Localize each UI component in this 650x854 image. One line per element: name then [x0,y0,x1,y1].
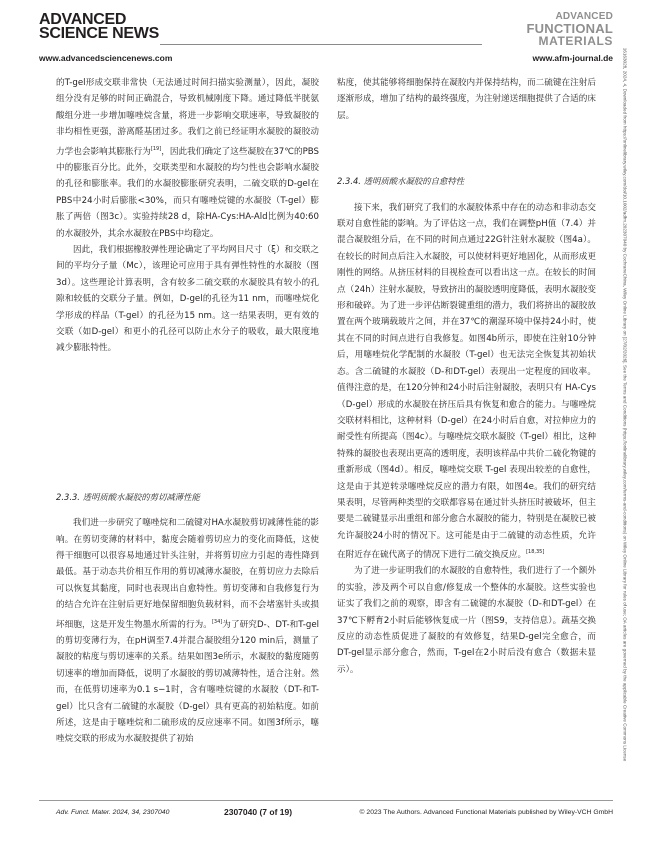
paragraph: 因此，我们根据橡胶弹性理论确定了平均网目尺寸（ξ）和交联之间的平均分子量（Mc），该理论可应用于具有弹性特性的水凝胶（图3d）。这些理论计算表明，含有较多二硫交联的水凝胶具有较小的孔隙和较低的交联分子量。例如，D-gel的孔径为11 nm，而噻唑烷化学形成的样品（T-gel）的孔径为15 nm。这一结果表明，更有效的交联（如D-gel）和更小的孔径可以防止水分子的吸收，最大限度地减少膨胀特性。 [56,244,319,354]
paragraph: 粘度，使其能够将细胞保持在凝胶内并保持结构，而二硫键在注射后逐渐形成，增加了结构的最终强度，为注射递送细胞提供了合适的床层。 [337,78,596,121]
footer-copyright: © 2023 The Authors. Advanced Functional Materials published by Wiley-VCH GmbH [359,809,613,816]
logo-line-2: SCIENCE NEWS [39,25,159,42]
advanced-functional-materials-logo [527,12,614,47]
advanced-science-news-logo [39,12,159,42]
footer-journal-citation: Adv. Funct. Mater. 2024, 34, 2307040 [56,809,170,816]
paragraph: 为了进一步证明我们的水凝胶的自愈特性，我们进行了一个额外的实验，涉及两个可以自愈/修复成一个整体的水凝胶。这些实验也证实了我们之前的观察，即含有二硫键的水凝胶（D-和DT-gel）在37℃下孵育2小时后能够恢复成一片（图S9，支持信息）。蔬基交换反应的动态性质促进了凝胶的有效修复，结果D-gel完全愈合，而DT-gel显示部分愈合，然而，T-gel在2小时后没有愈合（数据未显示）。 [337,566,596,675]
publisher-url-link[interactable]: www.advancedsciencenews.com [39,53,173,63]
logo-line-1: ADVANCED [39,11,127,28]
paragraph: 接下来，我们研究了我们的水凝胶体系中存在的动态和非动态交联对自愈性能的影响。为了评估这一点，我们在调整pH值（7.4）并混合凝胶组分后，在不同的时间点通过22G针注射水凝胶（图4a）。在较长的时间点后注入水凝胶，可以使材料更好地固化，从而形成更刚性的网络。从挤压材料的目视检查可以看出这一点。在较长的时间点（24h）注射水凝胶，导致挤出的凝胶透明度降低，表明水凝胶变形和破碎。为了进一步评估断裂键重组的潜力，我们将挤出的凝胶放置在两个玻璃载玻片之间，并在37℃的潮湿环境中保持24小时，使其在不同的时间点进行自我修复。如图4b所示，即使在注射10分钟后，用噻唑烷化学配制的水凝胶（T-gel）也无法完全恢复其初始状态。含二硫键的水凝胶（D-和DT-gel）表现出一定程度的回收率。值得注意的是，在120分钟和24小时后注射凝胶，表明只有 HA-Cys（D-gel）形成的水凝胶在挤压后具有恢复和愈合的能力。与噻唑烷交联材料相比，这种材料（D-gel）在24小时后自愈，对拉伸应力的耐受性有所提高（图4c）。与噻唑烷交联水凝胶（T-gel）相比，这种特殊的凝胶也表现出更高的透明度，表明该样品中共价二硫化物键的重新形成（图4d）。相反，噻唑烷交联 T-gel 表现出较差的自愈性，这是由于其逆转录噻唑烷反应的潜力有限，如图4e。我们的研究结果表明，尽管两种类型的交联都容易在通过针头挤压时被破坏，但主要是二硫键显示出重组和部分愈合水凝胶的能力，特别是在凝胶已被允许凝胶24小时的情况下。这可能是由于二硫键的动态性质，允许在附近存在硫代离子的情况下进行二硫交换反应。[18,35] [337,202,596,561]
journal-logo-line-1: ADVANCED [555,11,613,22]
journal-logo-line-2: FUNCTIONAL [526,21,613,36]
journal-url-link[interactable]: www.afm-journal.de [532,53,613,63]
section-heading: 2.3.3. 透明质酸水凝胶的剪切减薄性能 [56,491,200,502]
column-gap [56,357,319,489]
citation-link[interactable]: [18,35] [526,549,545,556]
paragraph: 我们进一步研究了噻唑烷和二硫键对HA水凝胶剪切减薄性能的影响。在剪切变薄的材料中，黏度会随着剪切应力的变化而降低，这使得干细胞可以很容易地通过针头注射，并将剪切应力引起的毒性降到最低。基于动态共价相互作用的剪切减薄水凝胶，在剪切应力去除后可以恢复其黏度，同时也表现出自愈特性。剪切变薄和自我修复行为的结合允许在注射后更好地保留细胞负载材料，而不会堵塞针头或损坏细胞，这是开发生物墨水所需的行为。[34]为了研究D-、DT-和T-gel的剪切变薄行为，在pH调至7.4并混合凝胶组分120 min后，测量了凝胶的粘度与剪切速率的关系。结果如图3e所示，水凝胶的黏度随剪切速率的增加而降低，说明了水凝胶的剪切减薄特性，适合注射。然而，在低剪切速率为0.1 s−1时，含有噻唑烷键的水凝胶（DT-和T-gel）比只含有二硫键的水凝胶（D-gel）具有更高的初始粘度。如前所述，这是由于噻唑烷和二硫形成的反应速率不同。如图3f所示，噻唑烷交联的形成为水凝胶提供了初始 [56,518,319,745]
journal-logo-line-3: MATERIALS [538,34,613,48]
citation-link[interactable]: [19] [150,145,162,152]
right-text-column [337,75,596,678]
header-divider [160,44,482,45]
citation-link[interactable]: [34] [211,618,223,625]
paragraph: 的T-gel形成交联非常快（无法通过时间扫描实验测量），因此，凝胶组分没有足够的时间正确混合，导致机械刚度下降。通过降低半胱氨酸组分进一步增加噻唑烷含量，将进一步影响交联速率，导致凝胶的非均相性更强，游离醛基团过多。我们之前已经证明水凝胶的凝胶动力学也会影响其膨胀行为[19]，因此我们确定了这些凝胶在37℃的PBS中的膨胀百分比。此外，交联类型和水凝胶的均匀性也会影响水凝胶的孔径和膨胀率。我们的水凝胶膨胀研究表明，二硫交联的D-gel在PBS中24小时后膨胀<30%，而只有噻唑烷键的水凝胶（T-gel）膨胀了两倍（图3c）。实验持续28 d，除HA-Cys:HA-Ald比例为40:60的水凝胶外，其余水凝胶在PBS中均稳定。 [56,78,319,239]
footer-divider [39,800,613,801]
footer-page-number: 2307040 (7 of 19) [224,807,293,817]
left-text-column [56,75,319,748]
download-notice-strip: 16163028, 2024, 4, Downloaded from https://onlinelibrary.wiley.com/doi/10.1002/adfm.202307040 by CochraneChina, Wiley Online Library on [27/02/2026]. See the Terms and Conditions (https://onlinelibrary.wiley.com/terms-and-conditions) on Wiley Online Library for rules of use; OA articles are governed by the applicable Creative Commons License [622,47,628,762]
section-heading: 2.3.4. 透明质酸水凝胶的自愈特性 [337,176,465,187]
